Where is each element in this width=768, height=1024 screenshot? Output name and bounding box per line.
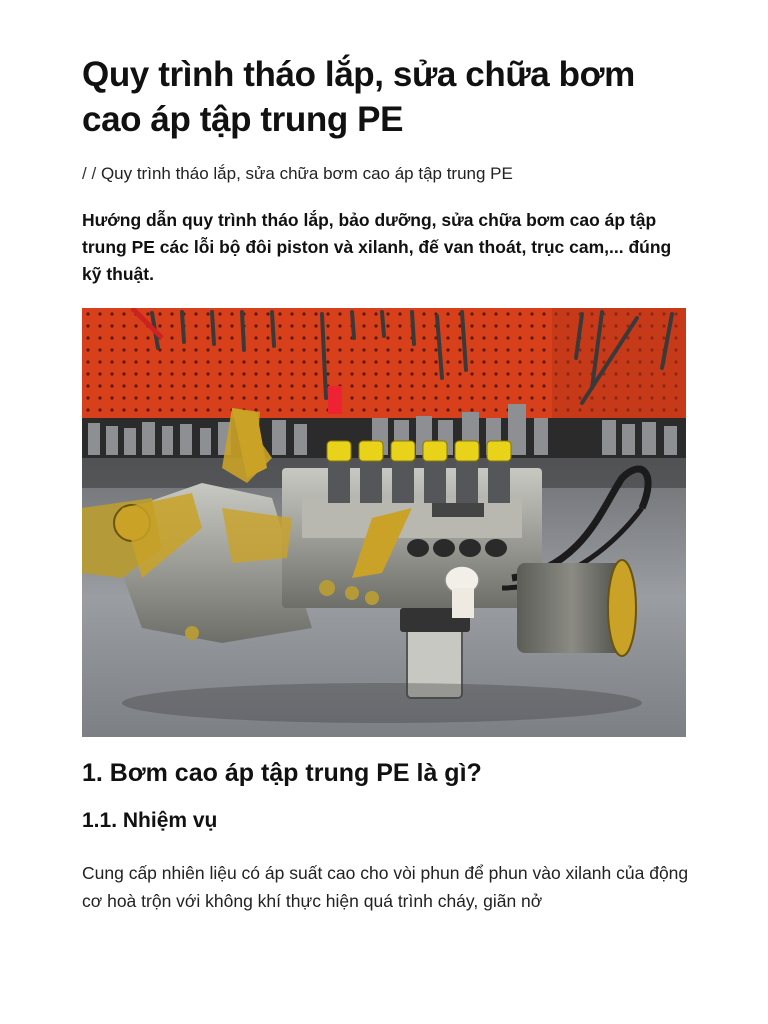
breadcrumb-category-separator[interactable]: /: [91, 164, 97, 183]
subsection-heading: 1.1. Nhiệm vụ: [82, 809, 218, 832]
breadcrumb-current: Quy trình tháo lắp, sửa chữa bơm cao áp tập trung PE: [100, 164, 513, 183]
diesel-injection-pump-photo: [82, 308, 686, 737]
hero-image: [82, 308, 686, 737]
article-lead: Hướng dẫn quy trình tháo lắp, bảo dưỡng, sửa chữa bơm cao áp tập trung PE các lỗi bộ đôi piston và xilanh, đế van thoát, trục cam,... đúng kỹ thuật.: [82, 210, 672, 284]
breadcrumb-home-separator[interactable]: /: [82, 164, 87, 183]
page-title: Quy trình tháo lắp, sửa chữa bơm cao áp tập trung PE: [82, 55, 635, 139]
section-heading: 1. Bơm cao áp tập trung PE là gì?: [82, 759, 482, 787]
subsection-paragraph: Cung cấp nhiên liệu có áp suất cao cho vòi phun để phun vào xilanh của động cơ hoà trộn với không khí thực hiện quá trình cháy, giãn nở: [82, 863, 689, 911]
breadcrumb: [82, 162, 513, 186]
